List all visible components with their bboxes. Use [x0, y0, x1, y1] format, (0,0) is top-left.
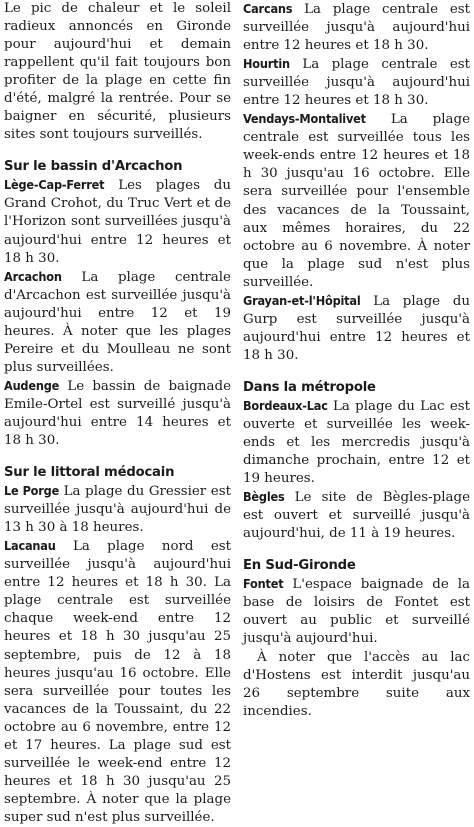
entry-carcans: [243, 0, 470, 55]
entry-text: La plage centrale est surveillée tous les week-ends entre 12 heures et 18 h 30 jusqu'au 16 octobre. Elle sera surveillée pour l'ensemble des vacances de la Toussaint, aux mêmes horaires, du 22 octobre au 6 novembre. À noter que la plage sud n'est plus surveillée.: [243, 112, 470, 290]
intro-paragraph: Le pic de chaleur et le soleil radieux annoncés en Gironde pour aujourd'hui et demain rappellent qu'il fait toujours bon profiter de la plage en cette fin d'été, malgré la rentrée. Pour se baigner en sécurité, plusieurs sites sont toujours surveillés.: [4, 1, 231, 143]
right-column: [243, 0, 470, 721]
entry-lacanau: [4, 537, 231, 827]
entry-text: Les plages du Grand Crohot, du Truc Vert et de l'Horizon sont surveillées jusqu'à aujourd'hui entre 12 heures et 18 h 30.: [4, 178, 231, 266]
place-name: Carcans: [243, 1, 293, 16]
section-title-sud-gironde: En Sud-Gironde: [243, 558, 356, 574]
entry-text: La plage centrale est surveillée jusqu'à aujourd'hui entre 12 heures et 18 h 30.: [243, 2, 470, 54]
hostens-note: À noter que l'accès au lac d'Hostens est interdit jusqu'au 26 septembre suite aux incendies.: [243, 649, 470, 719]
entry-text: La plage du Gurp est surveillée jusqu'à aujourd'hui entre 12 heures et 18 h 30.: [243, 293, 470, 363]
section-title-metropole: Dans la métropole: [243, 379, 376, 395]
entry-text: La plage du Lac est ouverte et surveillée les week-ends et les mercredis jusqu'à dimanche prochain, entre 12 et 19 heures.: [243, 398, 470, 487]
entry-begles: [243, 488, 470, 543]
entry-text: La plage du Gressier est surveillée jusqu'à aujourd'hui de 13 h 30 à 18 heures.: [4, 484, 231, 536]
entry-bordeaux-lac: [243, 397, 470, 488]
entry-vendays-montalivet: [243, 110, 470, 291]
entry-arcachon: [4, 268, 231, 377]
left-column: [4, 0, 231, 827]
place-name: Bègles: [243, 489, 285, 505]
entry-text: Le bassin de baignade Emile-Ortel est surveillé jusqu'à aujourd'hui entre 14 heures et 18 h 30.: [4, 378, 231, 449]
entry-text: La plage centrale d'Arcachon est surveillée jusqu'à aujourd'hui entre 12 et 19 heures. À noter que les plages Pereire et du Moulleau ne sont plus surveillées.: [4, 269, 231, 375]
place-name: Lacanau: [4, 538, 56, 554]
entry-text: L'espace baignade de la base de loisirs de Fontet est ouvert au public et surveillé jusqu'à aujourd'hui.: [243, 577, 470, 647]
entry-text: La plage nord est surveillée jusqu'à aujourd'hui entre 12 heures et 18 h 30. La plage centrale est surveillée chaque week-end entre 12 heures et 18 h 30 jusqu'au 25 septembre, puis de 12 à 18 heures jusqu'au 16 octobre. Elle sera surveillée pour toutes les vacances de la Toussaint, du 22 octobre au 6 novembre, entre 12 et 17 heures. La plage sud est surveillée le week-end entre 12 heures et 18 h 30 jusqu'au 25 septembre. À noter que la plage super sud n'est plus surveillée.: [4, 539, 231, 825]
place-name: Arcachon: [4, 268, 62, 284]
entry-le-porge: [4, 482, 231, 537]
place-name: Vendays-Montalivet: [243, 111, 366, 127]
entry-lege-cap-ferret: [4, 176, 231, 267]
entry-fontet: [243, 575, 470, 648]
entry-text: La plage centrale est surveillée jusqu'à aujourd'hui entre 12 heures et 18 h 30.: [243, 57, 470, 109]
entry-grayan: [243, 292, 470, 365]
entry-hourtin: [243, 55, 470, 110]
place-name: Le Porge: [4, 483, 60, 499]
place-name: Hourtin: [243, 56, 290, 72]
entry-audenge: [4, 377, 231, 450]
section-title-arcachon: Sur le bassin d'Arcachon: [4, 159, 183, 175]
entry-text: Le site de Bègles-plage est ouvert et surveillé jusqu'à aujourd'hui, de 11 à 19 heures.: [243, 490, 470, 542]
section-title-medocain: Sur le littoral médocain: [4, 465, 175, 481]
place-name: Lège-Cap-Ferret: [4, 177, 105, 193]
place-name: Grayan-et-l'Hôpital: [243, 292, 361, 308]
place-name: Audenge: [4, 377, 60, 393]
place-name: Bordeaux-Lac: [243, 397, 328, 413]
place-name: Fontet: [243, 576, 284, 592]
